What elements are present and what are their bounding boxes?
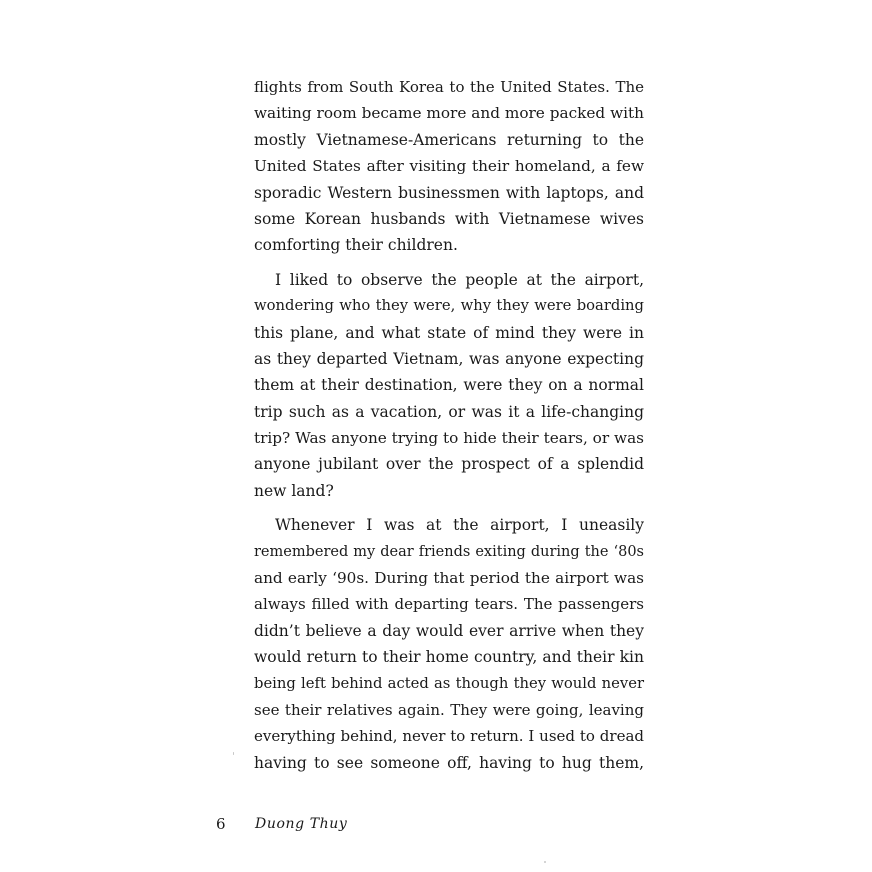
text-line: being left behind acted as though they would never xyxy=(254,674,644,692)
text-line: trip such as a vacation, or was it a life-changing xyxy=(254,402,644,421)
paragraph xyxy=(254,267,644,505)
scan-speck xyxy=(544,861,546,863)
text-line: didn’t believe a day would ever arrive when they xyxy=(254,621,644,640)
text-line: anyone jubilant over the prospect of a splendid xyxy=(254,455,644,474)
text-line: comforting their children. xyxy=(254,236,458,255)
text-line: United States after visiting their homeland, a few xyxy=(254,157,644,176)
text-line: see their relatives again. They were going, leaving xyxy=(254,700,644,719)
paragraph xyxy=(254,74,644,259)
text-line: some Korean husbands with Vietnamese wives xyxy=(254,209,644,228)
text-line: having to see someone off, having to hug them, xyxy=(254,753,644,772)
text-line: remembered my dear friends exiting during the ‘80s xyxy=(254,543,644,560)
running-author: Duong Thuy xyxy=(255,816,348,832)
body-text xyxy=(254,74,644,776)
text-line: flights from South Korea to the United States. The xyxy=(254,78,644,96)
text-line: would return to their home country, and their kin xyxy=(254,648,644,667)
text-line: everything behind, never to return. I used to dread xyxy=(254,727,644,746)
text-line: wondering who they were, why they were boarding xyxy=(254,297,644,315)
text-line: mostly Vietnamese-Americans returning to the xyxy=(254,130,644,149)
text-line: sporadic Western businessmen with laptops, and xyxy=(254,183,644,202)
text-line: this plane, and what state of mind they were in xyxy=(254,323,644,342)
text-line: trip? Was anyone trying to hide their tears, or was xyxy=(254,429,644,448)
text-line: as they departed Vietnam, was anyone expecting xyxy=(254,349,644,368)
scan-speck xyxy=(233,752,234,755)
text-line: Whenever I was at the airport, I uneasily xyxy=(275,516,644,535)
page-number: 6 xyxy=(216,815,226,833)
text-line: and early ‘90s. During that period the airport was xyxy=(254,569,644,588)
text-line: waiting room became more and more packed with xyxy=(254,104,644,123)
text-line: I liked to observe the people at the airport, xyxy=(275,270,644,289)
text-line: always filled with departing tears. The passengers xyxy=(254,595,644,614)
paragraph xyxy=(254,512,644,776)
text-line: them at their destination, were they on a normal xyxy=(254,376,644,395)
text-line: new land? xyxy=(254,481,334,500)
